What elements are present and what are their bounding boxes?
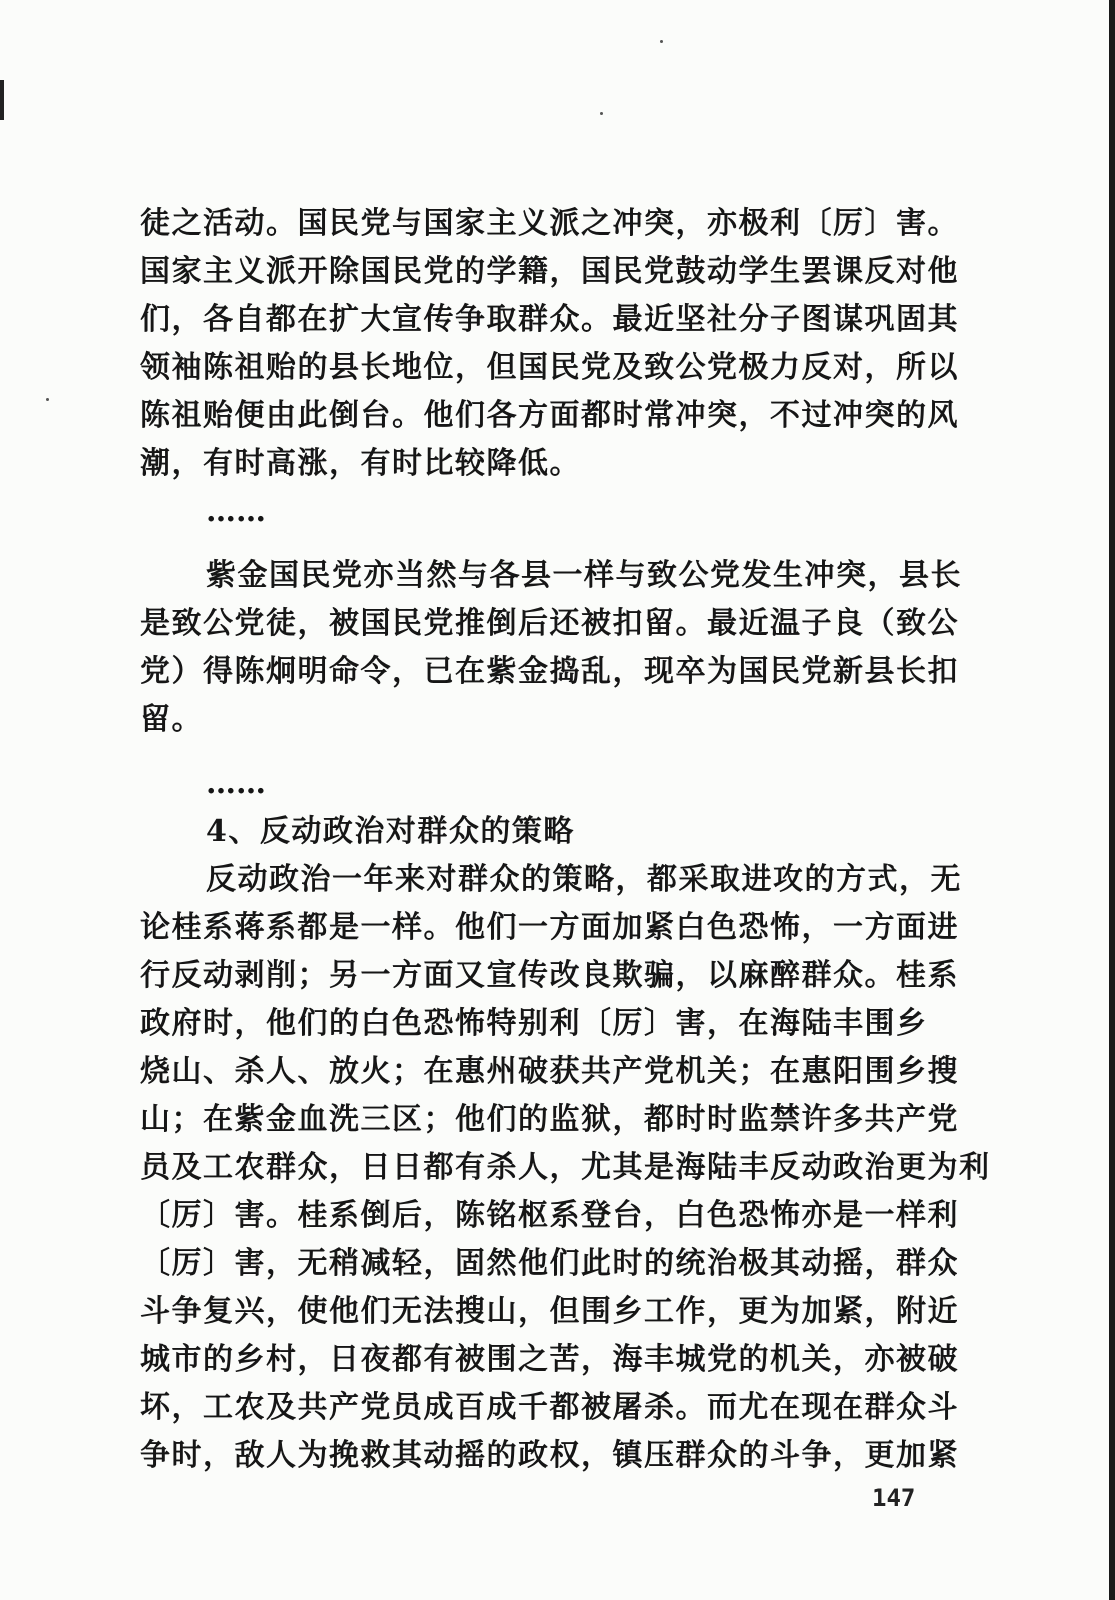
text-line: 徒之活动。国民党与国家主义派之冲突，亦极利〔厉〕害。 <box>140 206 959 241</box>
text-line: 城市的乡村，日夜都有被围之苦，海丰城党的机关，亦被破 <box>140 1342 959 1377</box>
text-line: 潮，有时高涨，有时比较降低。 <box>140 446 581 481</box>
text-line: 斗争复兴，使他们无法搜山，但围乡工作，更为加紧，附近 <box>140 1294 959 1329</box>
paragraph-3 <box>140 856 1000 1480</box>
text-line: 员及工农群众，日日都有杀人，尤其是海陆丰反动政治更为利 <box>140 1150 991 1185</box>
text-line: 行反动剥削；另一方面又宣传改良欺骗，以麻醉群众。桂系 <box>140 958 959 993</box>
scan-speck <box>600 112 603 115</box>
text-line: 是致公党徒，被国民党推倒后还被扣留。最近温子良（致公 <box>140 606 959 641</box>
paragraph-2 <box>140 552 1000 744</box>
paragraph-1 <box>140 200 1000 488</box>
text-line: 〔厉〕害，无稍减轻，固然他们此时的统治极其动摇，群众 <box>140 1246 959 1281</box>
text-line: 们，各自都在扩大宣传争取群众。最近坚社分子图谋巩固其 <box>140 302 959 337</box>
text-line: 坏，工农及共产党员成百成千都被屠杀。而尤在现在群众斗 <box>140 1390 959 1425</box>
text-line: 国家主义派开除国民党的学籍，国民党鼓动学生罢课反对他 <box>140 254 959 289</box>
section-heading: 4、反动政治对群众的策略 <box>206 814 575 849</box>
text-line: 反动政治一年来对群众的策略，都采取进攻的方式，无 <box>206 862 962 897</box>
text-line: 紫金国民党亦当然与各县一样与致公党发生冲突，县长 <box>206 558 962 593</box>
text-line: 烧山、杀人、放火；在惠州破获共产党机关；在惠阳围乡搜 <box>140 1054 959 1089</box>
scan-speck <box>660 40 663 43</box>
text-line: 政府时，他们的白色恐怖特别利〔厉〕害，在海陆丰围乡 <box>140 1006 928 1041</box>
ellipsis-1: …… <box>206 494 266 529</box>
ellipsis-2: …… <box>206 766 266 801</box>
scan-mark <box>0 80 4 120</box>
body-text <box>140 200 1000 1480</box>
text-line: 领袖陈祖贻的县长地位，但国民党及致公党极力反对，所以 <box>140 350 959 385</box>
text-line: 留。 <box>140 702 203 737</box>
text-line: 山；在紫金血洗三区；他们的监狱，都时时监禁许多共产党 <box>140 1102 959 1137</box>
scan-speck <box>46 398 49 401</box>
text-line: 〔厉〕害。桂系倒后，陈铭枢系登台，白色恐怖亦是一样利 <box>140 1198 959 1233</box>
text-line: 党）得陈炯明命令，已在紫金捣乱，现卒为国民党新县长扣 <box>140 654 959 689</box>
scan-edge <box>1109 0 1115 1600</box>
page-number: 147 <box>872 1484 916 1512</box>
text-line: 论桂系蒋系都是一样。他们一方面加紧白色恐怖，一方面进 <box>140 910 959 945</box>
text-line: 陈祖贻便由此倒台。他们各方面都时常冲突，不过冲突的风 <box>140 398 959 433</box>
text-line: 争时，敌人为挽救其动摇的政权，镇压群众的斗争，更加紧 <box>140 1438 959 1473</box>
